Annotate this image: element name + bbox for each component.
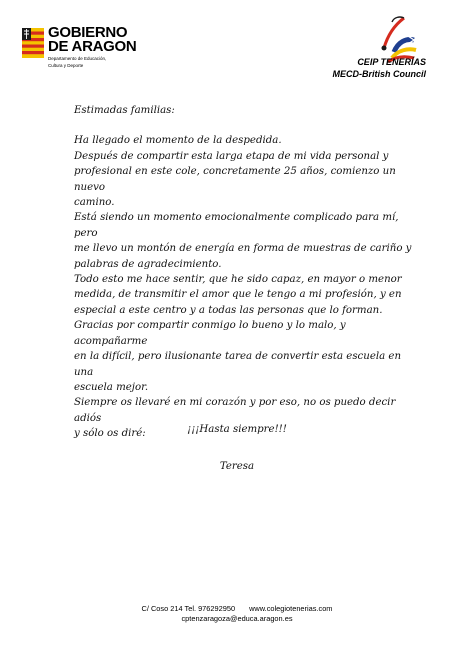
gobierno-aragon-logo [22,26,172,72]
letter-line: Ha llegado el momento de la despedida. [74,135,282,147]
letter-line: Todo esto me hace sentir, que he sido capaz, en mayor o menor [74,274,402,286]
letter-line: me llevo un montón de energía en forma de muestras de cariño y [74,243,412,255]
letter-line: palabras de agradecimiento. [74,258,222,270]
gov-logo-sub1: Departamento de Educación, [48,56,107,61]
school-name-block [333,56,427,80]
letter-line: especial a este centro y a todas las personas que lo forman. [74,304,383,316]
gov-logo-text [48,26,136,68]
school-program: MECD-British Council [332,69,426,79]
letter-line: escuela mejor. [74,381,149,393]
school-name: CEIP TENERÍAS [357,57,426,67]
letter-line: medida, de transmitir el amor que le tengo a mi profesión, y en [74,289,402,301]
gov-logo-sub2: Cultura y Deporte [48,63,84,68]
letter-body [74,103,412,442]
letter-line: Siempre os llevaré en mi corazón y por eso, no os puedo decir adiós [74,397,396,424]
aragon-flag-icon [22,28,44,58]
footer-address: C/ Coso 214 Tel. 976292950 [141,604,236,613]
letter-line: y sólo os diré: [74,428,146,440]
footer-website[interactable]: www.colegiotenerias.com [249,604,333,613]
gov-logo-line2: DE ARAGON [48,38,137,55]
footer-line1 [0,604,474,614]
gov-logo-line1: GOBIERNO [48,24,128,41]
letter-line: profesional en este cole, concretamente 25 años, comienzo un nuevo [74,166,396,193]
letter-line: camino. [74,197,115,209]
letter-greeting: Estimadas familias: [74,105,175,116]
letter-line: Después de compartir esta larga etapa de mi vida personal y [74,150,389,162]
letter-line: Gracias por compartir conmigo lo bueno y lo malo, y acompañarme [74,320,346,347]
footer-email[interactable]: cptenzaragoza@educa.aragon.es [181,614,293,623]
letter-signature: Teresa [219,461,255,472]
page-footer [0,604,474,624]
letter-line: en la difícil, pero ilusionante tarea de convertir esta escuela en una [74,351,402,378]
letter-line: Está siendo un momento emocionalmente complicado para mí, pero [74,212,399,239]
letter-closing: ¡¡¡Hasta siempre!!! [187,424,287,435]
